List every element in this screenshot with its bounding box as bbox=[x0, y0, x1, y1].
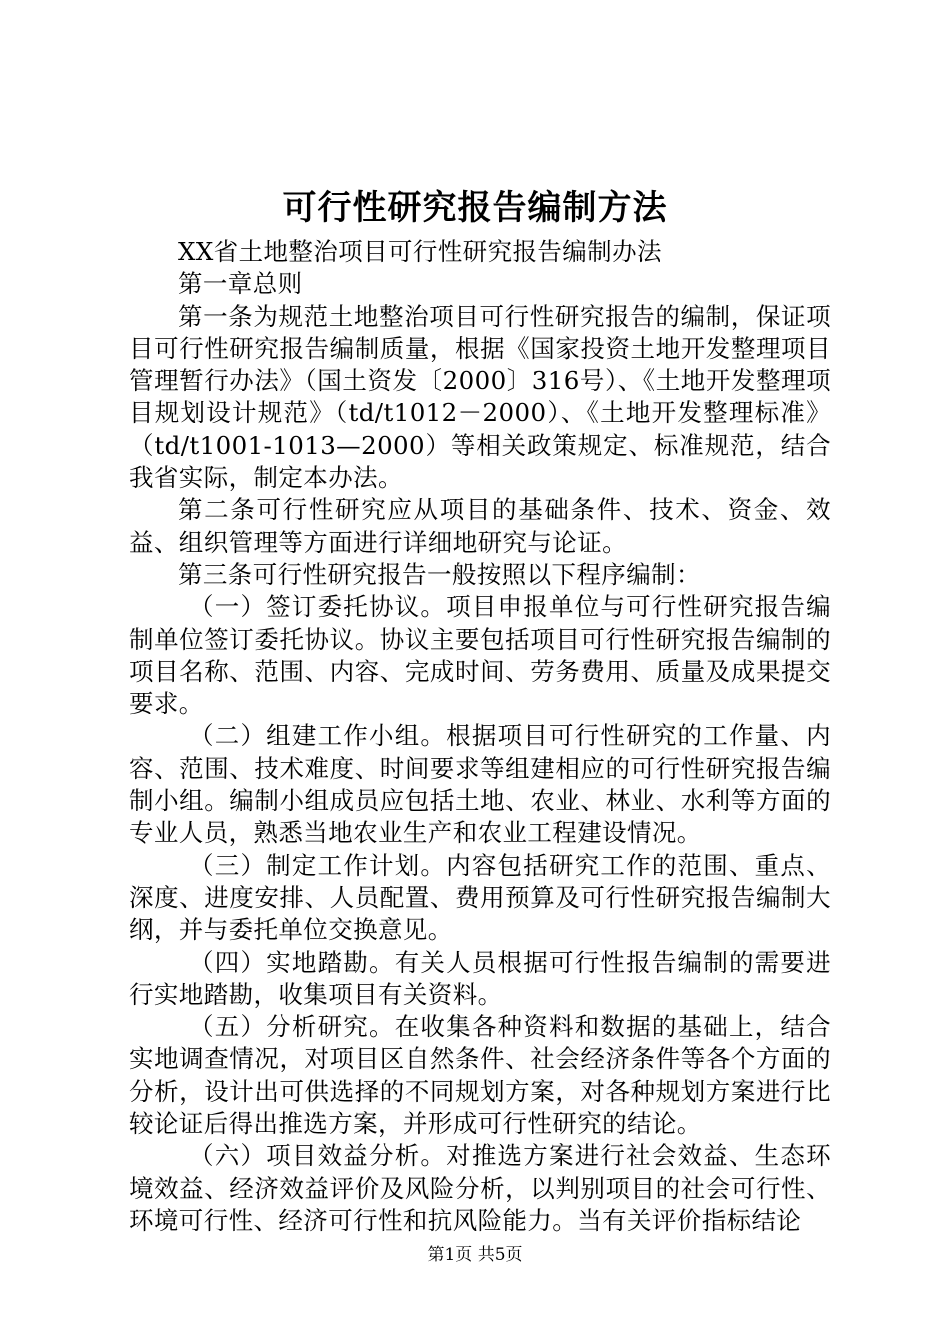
paragraph-article-2: 第二条可行性研究应从项目的基础条件、技术、资金、效益、组织管理等方面进行详细地研究与论证。 bbox=[129, 495, 831, 557]
paragraph-step-5: （五）分析研究。在收集各种资料和数据的基础上，结合实地调查情况，对项目区自然条件、社会经济条件等各个方面的分析，设计出可供选择的不同规划方案，对各种规划方案进行比较论证后得出推选方案，并形成可行性研究的结论。 bbox=[129, 1012, 831, 1139]
paragraph-step-4: （四）实地踏勘。有关人员根据可行性报告编制的需要进行实地踏勘，收集项目有关资料。 bbox=[129, 947, 831, 1009]
document-body bbox=[129, 236, 831, 1237]
paragraph-article-3: 第三条可行性研究报告一般按照以下程序编制： bbox=[178, 559, 701, 589]
paragraph-chapter-heading: 第一章总则 bbox=[178, 269, 303, 299]
paragraph-step-6: （六）项目效益分析。对推选方案进行社会效益、生态环境效益、经济效益评价及风险分析，以判别项目的社会可行性、环境可行性、经济可行性和抗风险能力。当有关评价指标结论 bbox=[129, 1141, 831, 1235]
paragraph-step-3: （三）制定工作计划。内容包括研究工作的范围、重点、深度、进度安排、人员配置、费用预算及可行性研究报告编制大纲，并与委托单位交换意见。 bbox=[129, 850, 831, 945]
paragraph-article-1: 第一条为规范土地整治项目可行性研究报告的编制，保证项目可行性研究报告编制质量，根据《国家投资土地开发整理项目管理暂行办法》（国土资发〔2000〕316号）、《土地开发整理项目规划设计规范》（td/t1012－2000）、《土地开发整理标准》（td/t1001-1013—2000）等相关政策规定、标准规范，结合我省实际，制定本办法。 bbox=[129, 301, 831, 493]
paragraph-step-1: （一）签订委托协议。项目申报单位与可行性研究报告编制单位签订委托协议。协议主要包括项目可行性研究报告编制的项目名称、范围、内容、完成时间、劳务费用、质量及成果提交要求。 bbox=[129, 592, 831, 719]
paragraph-subtitle: XX省土地整治项目可行性研究报告编制办法 bbox=[178, 237, 662, 266]
page-footer: 第1页 共5页 bbox=[427, 1245, 523, 1265]
document-title: 可行性研究报告编制方法 bbox=[282, 188, 668, 228]
paragraph-step-2: （二）组建工作小组。根据项目可行性研究的工作量、内容、范围、技术难度、时间要求等组建相应的可行性研究报告编制小组。编制小组成员应包括土地、农业、林业、水利等方面的专业人员，熟悉当地农业生产和农业工程建设情况。 bbox=[129, 721, 831, 848]
